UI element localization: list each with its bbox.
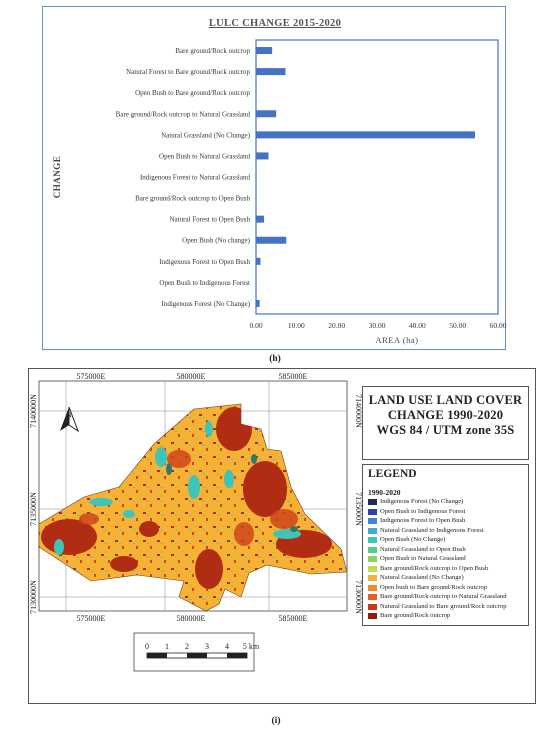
legend-swatch — [368, 509, 377, 515]
easting-label-bottom: 575000E — [76, 614, 106, 623]
y-tick-label: Open Bush to Indigenous Forest — [159, 278, 250, 287]
legend-swatch — [368, 537, 377, 543]
legend-swatch — [368, 566, 377, 572]
panel-label-h: (h) — [269, 354, 281, 364]
legend-label: Indigenous Forest to Open Bush — [380, 517, 466, 524]
y-tick-label: Natural Forest to Bare ground/Rock outcrop — [126, 68, 250, 77]
legend-swatch — [368, 575, 377, 581]
lulc-bar-chart — [42, 6, 506, 350]
legend-swatch — [368, 528, 377, 534]
legend-item — [368, 565, 488, 573]
y-tick-label: Open Bush (No change) — [182, 236, 250, 245]
y-tick-label: Indigenous Forest to Open Bush — [159, 257, 250, 266]
map-title-line: CHANGE 1990-2020 — [387, 408, 504, 422]
x-tick-label: 0.00 — [249, 321, 263, 330]
legend-item — [368, 555, 466, 563]
map-legend — [362, 464, 529, 626]
scale-tick-label: 5 km — [242, 642, 260, 651]
legend-swatch — [368, 499, 377, 505]
legend-swatch — [368, 547, 377, 553]
scale-tick-label: 4 — [225, 642, 229, 651]
legend-label: Bare ground/Rock outcrop to Natural Grassland — [380, 593, 507, 600]
northing-label-left: 7135000N — [29, 492, 38, 526]
legend-label: Open Bush to Natural Grassland — [380, 555, 466, 562]
scale-bar — [134, 633, 260, 671]
legend-item — [368, 546, 466, 554]
x-tick-label: 10.00 — [287, 321, 305, 330]
bar — [256, 300, 260, 307]
y-tick-label: Bare ground/Rock outcrop — [175, 47, 250, 56]
plot-frame — [256, 40, 498, 314]
northing-label-right: 7135000N — [354, 492, 363, 526]
y-tick-label: Bare ground/Rock outcrop to Natural Grassland — [115, 110, 250, 119]
legend-item — [368, 603, 507, 611]
panel-label-i: (i) — [271, 716, 281, 726]
legend-item — [368, 584, 487, 592]
x-tick-label: 40.00 — [408, 321, 426, 330]
y-axis-label: CHANGE — [52, 155, 62, 199]
northing-label-right: 7140000N — [354, 394, 363, 428]
easting-label-bottom: 585000E — [278, 614, 308, 623]
bar — [256, 131, 475, 138]
legend-item — [368, 527, 484, 535]
legend-swatch — [368, 556, 377, 562]
scale-tick-label: 1 — [165, 642, 169, 651]
x-tick-label: 60.00 — [489, 321, 507, 330]
scale-tick-label: 2 — [185, 642, 189, 651]
legend-label: Natural Grassland to Open Bush — [380, 545, 466, 553]
y-tick-label: Open Bush to Natural Grassland — [159, 152, 250, 161]
y-tick-label: Natural Forest to Open Bush — [169, 215, 250, 224]
y-tick-label: Natural Grassland (No Change) — [161, 131, 250, 140]
scale-tick-label: 3 — [205, 642, 209, 651]
map-title-line: WGS 84 / UTM zone 35S — [376, 423, 515, 437]
legend-label: Open Bush (No Change) — [380, 536, 446, 543]
legend-label: Indigenous Forest (No Change) — [380, 498, 464, 505]
legend-swatch — [368, 518, 377, 524]
legend-title: LEGEND — [368, 468, 417, 480]
bar — [256, 258, 260, 265]
legend-item — [368, 517, 465, 525]
study-area — [29, 369, 359, 619]
legend-label: Open bush to Bare ground/Rock outcrop — [380, 583, 488, 591]
legend-item — [368, 612, 450, 620]
northing-label-left: 7140000N — [29, 394, 38, 428]
legend-swatch — [368, 613, 377, 619]
legend-swatch — [368, 604, 377, 610]
bar — [256, 68, 285, 75]
legend-label: Bare ground/Rock outcrop to Open Bush — [380, 564, 489, 572]
easting-label-top: 580000E — [176, 372, 206, 381]
x-axis-label: AREA (ha) — [375, 335, 419, 345]
northing-label-left: 7130000N — [29, 580, 38, 614]
x-tick-label: 20.00 — [328, 321, 346, 330]
legend-label: Natural Grassland to Bare ground/Rock outcrop — [380, 602, 507, 610]
legend-item — [368, 498, 463, 506]
easting-label-top: 575000E — [76, 372, 106, 381]
legend-swatch — [368, 594, 377, 600]
y-tick-label: Indigenous Forest (No Change) — [161, 299, 250, 308]
northing-label-right: 7130000N — [354, 580, 363, 614]
legend-label: Natural Grassland to Indigenous Forest — [380, 526, 484, 534]
map-title-box — [362, 386, 529, 460]
y-tick-label: Bare ground/Rock outcrop to Open Bush — [135, 194, 250, 203]
legend-label: Natural Grassland (No Change) — [380, 574, 464, 581]
easting-label-bottom: 580000E — [176, 614, 206, 623]
y-tick-label: Open Bush to Bare ground/Rock outcrop — [135, 89, 250, 98]
legend-swatch — [368, 585, 377, 591]
bar — [256, 152, 269, 159]
legend-item — [368, 593, 507, 601]
legend-label: Open Bush to Indigenous Forest — [380, 507, 466, 515]
legend-subtitle: 1990-2020 — [368, 488, 401, 497]
easting-label-top: 585000E — [278, 372, 308, 381]
bar-chart-svg — [43, 7, 507, 351]
legend-item — [368, 574, 464, 582]
x-tick-label: 50.00 — [449, 321, 467, 330]
legend-item — [368, 508, 465, 516]
legend-item — [368, 536, 445, 544]
bar — [256, 237, 286, 244]
north-arrow-icon — [60, 407, 78, 431]
bar — [256, 47, 272, 54]
legend-label: Bare ground/Rock outcrop — [380, 612, 451, 619]
chart-title: LULC CHANGE 2015-2020 — [208, 18, 342, 29]
bar — [256, 216, 264, 223]
bar — [256, 110, 276, 117]
x-tick-label: 30.00 — [368, 321, 386, 330]
y-tick-label: Indigenous Forest to Natural Grassland — [139, 173, 250, 182]
scale-tick-label: 0 — [145, 642, 149, 651]
north-label: N — [66, 412, 72, 419]
map-title-line: LAND USE LAND COVER — [368, 393, 523, 407]
